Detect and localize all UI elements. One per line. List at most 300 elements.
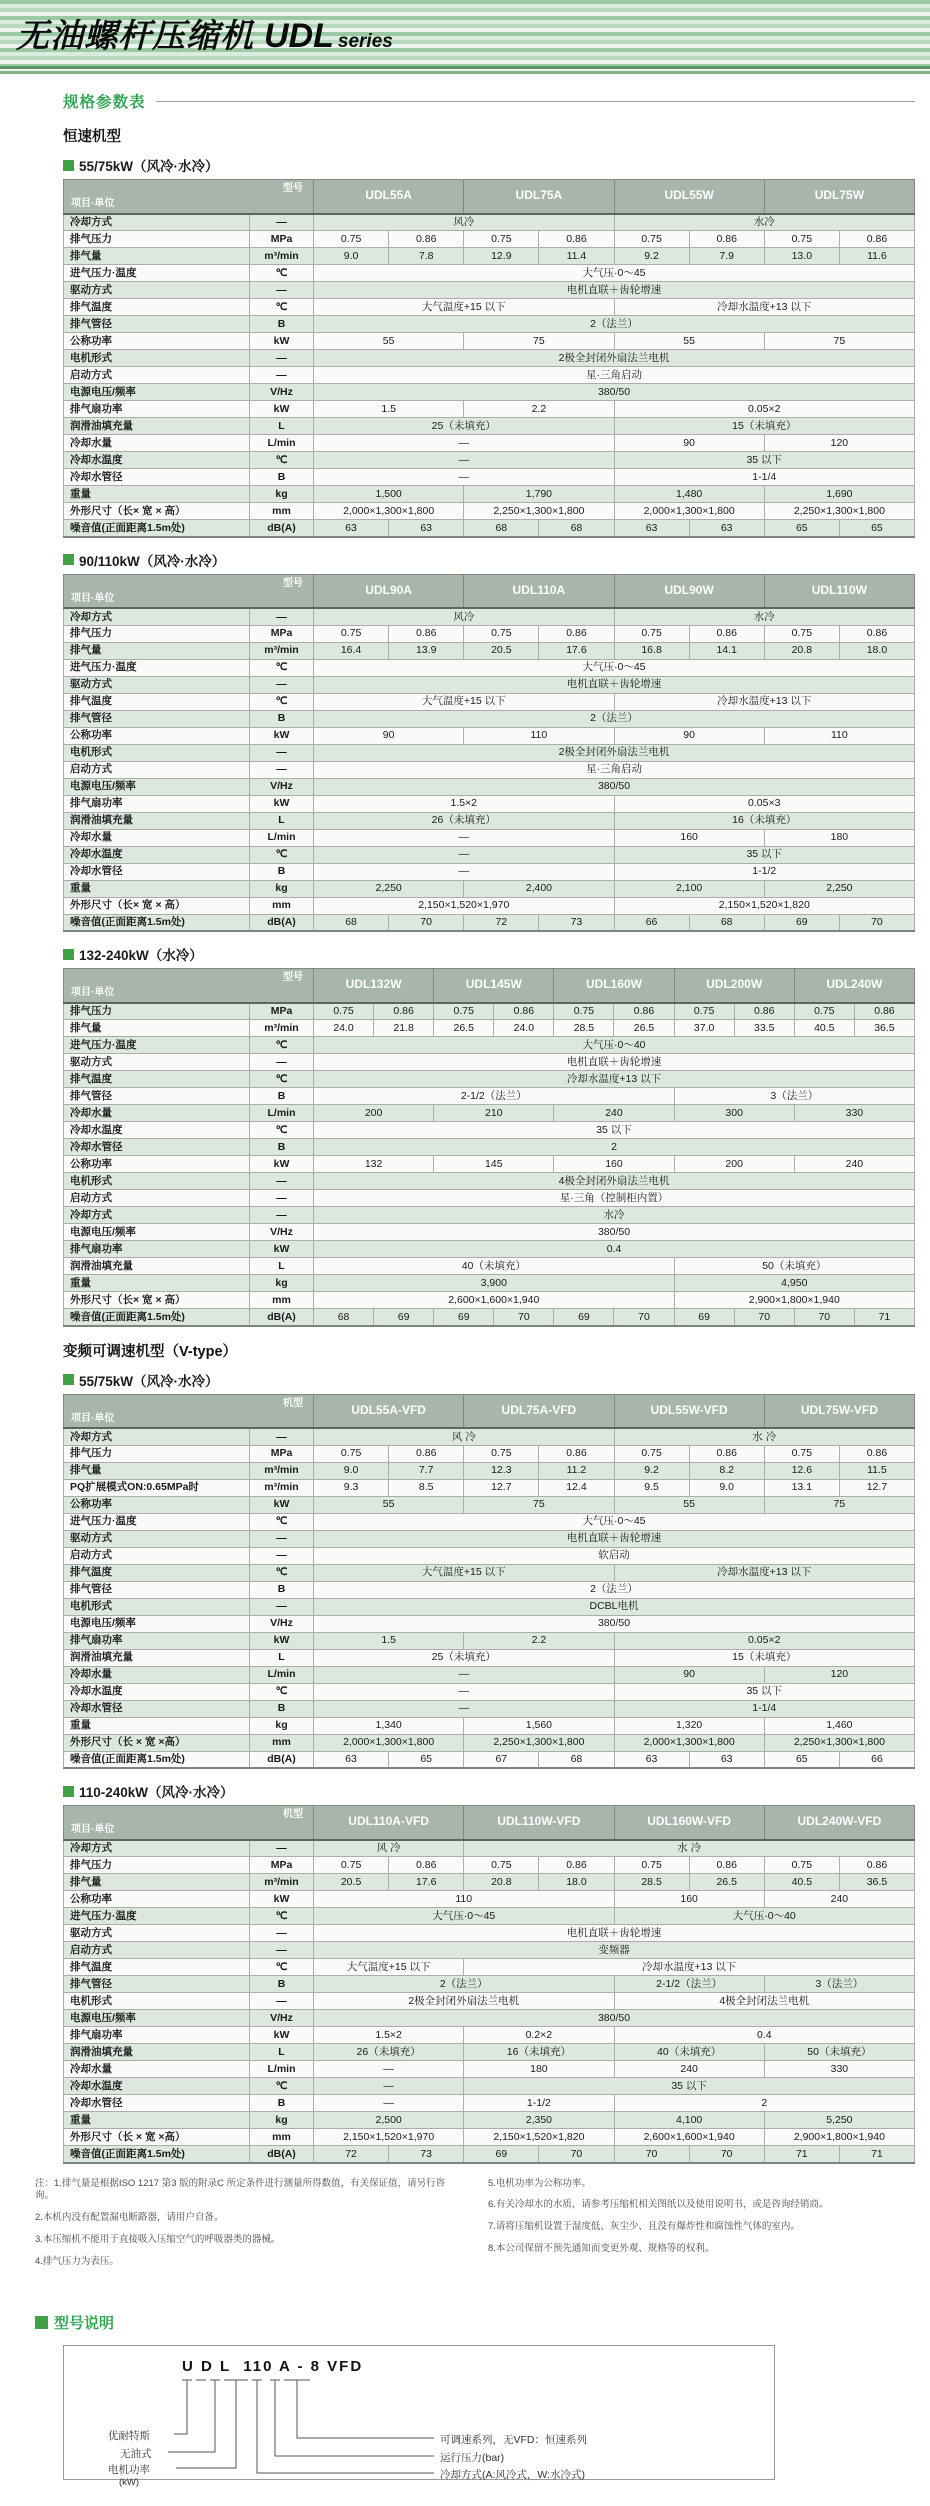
table-row xyxy=(64,1309,915,1326)
value-cell: 66 xyxy=(839,1751,914,1768)
row-label: 排气扇功率 xyxy=(64,1632,250,1649)
value-cell: 3,900 xyxy=(314,1275,675,1292)
value-cell: 380/50 xyxy=(314,1615,915,1632)
table-row xyxy=(64,693,915,710)
value-cell: 0.75 xyxy=(794,1003,854,1020)
value-cell: 4极全封闭法兰电机 xyxy=(614,1993,915,2010)
row-label: 排气温度 xyxy=(64,1959,250,1976)
table-row xyxy=(64,1942,915,1959)
value-cell: 75 xyxy=(464,1496,614,1513)
value-cell: 0.75 xyxy=(614,1445,689,1462)
value-cell: 0.86 xyxy=(689,1857,764,1874)
row-label: 驱动方式 xyxy=(64,1530,250,1547)
table-row xyxy=(64,1564,915,1581)
table-row xyxy=(64,1462,915,1479)
value-cell: 1,340 xyxy=(314,1717,464,1734)
row-unit: V/Hz xyxy=(250,1615,314,1632)
value-cell: 变频器 xyxy=(314,1942,915,1959)
row-unit: L xyxy=(250,1258,314,1275)
value-cell: — xyxy=(314,863,615,880)
value-cell: 电机直联＋齿轮增速 xyxy=(314,1530,915,1547)
table-row xyxy=(64,1122,915,1139)
row-unit: ℃ xyxy=(250,265,314,282)
value-cell: 2-1/2（法兰） xyxy=(614,1976,764,1993)
value-cell: 2（法兰） xyxy=(314,1581,915,1598)
row-label: 排气扇功率 xyxy=(64,795,250,812)
value-cell: 40（未填充） xyxy=(614,2044,764,2061)
value-cell: 240 xyxy=(764,1891,914,1908)
table-row xyxy=(64,1959,915,1976)
row-unit: L xyxy=(250,2044,314,2061)
corner-model-label: 机型 xyxy=(283,1397,303,1409)
row-unit: B xyxy=(250,1700,314,1717)
row-unit: B xyxy=(250,1088,314,1105)
value-cell: 冷却水温度+13 以下 xyxy=(614,1564,915,1581)
row-label: 冷却方式 xyxy=(64,1840,250,1857)
value-cell: 26（未填充） xyxy=(314,2044,464,2061)
table-row xyxy=(64,1683,915,1700)
value-cell: 0.75 xyxy=(434,1003,494,1020)
spec-heading xyxy=(63,90,915,112)
value-cell: 72 xyxy=(314,2146,389,2163)
value-cell: 7.9 xyxy=(689,248,764,265)
table-row xyxy=(64,2078,915,2095)
row-label: 重量 xyxy=(64,1717,250,1734)
table-row xyxy=(64,486,915,503)
value-cell: 0.75 xyxy=(614,231,689,248)
value-cell: 25（未填充） xyxy=(314,418,615,435)
value-cell: 36.5 xyxy=(854,1020,914,1037)
table-row xyxy=(64,710,915,727)
value-cell: 0.75 xyxy=(674,1003,734,1020)
value-cell: 12.6 xyxy=(764,1462,839,1479)
table-row xyxy=(64,1530,915,1547)
row-label: 启动方式 xyxy=(64,761,250,778)
value-cell: 15（未填充） xyxy=(614,1649,915,1666)
value-cell: 20.8 xyxy=(464,1874,539,1891)
value-cell: 2.2 xyxy=(464,401,614,418)
value-cell: 0.86 xyxy=(689,1445,764,1462)
value-cell: — xyxy=(314,1700,615,1717)
value-cell: 1-1/2 xyxy=(614,863,915,880)
value-cell: 8.2 xyxy=(689,1462,764,1479)
value-cell: 0.75 xyxy=(314,1445,389,1462)
table-row xyxy=(64,1925,915,1942)
row-label: 电源电压/频率 xyxy=(64,778,250,795)
row-label: 排气温度 xyxy=(64,1564,250,1581)
row-unit: dB(A) xyxy=(250,520,314,537)
value-cell: 大气温度+15 以下 xyxy=(314,1959,464,1976)
table-row xyxy=(64,2044,915,2061)
value-cell: 水 冷 xyxy=(464,1840,915,1857)
value-cell: 40（未填充） xyxy=(314,1258,675,1275)
legend-motor-power-unit: (kW) xyxy=(118,2476,140,2488)
row-label: 进气压力·温度 xyxy=(64,1513,250,1530)
spec-table-vfd-110-240 xyxy=(63,1805,915,2164)
row-label: 公称功率 xyxy=(64,1156,250,1173)
row-label: 排气管径 xyxy=(64,1976,250,1993)
value-cell: 330 xyxy=(764,2061,914,2078)
table-caption-label: 110-240kW（风冷·水冷） xyxy=(79,1785,234,1800)
row-unit: L/min xyxy=(250,435,314,452)
page-title-series: UDL xyxy=(264,16,334,55)
row-unit: mm xyxy=(250,1734,314,1751)
row-label: 冷却方式 xyxy=(64,1428,250,1445)
table-corner-cell xyxy=(64,180,314,214)
row-label: 润滑油填充量 xyxy=(64,2044,250,2061)
value-cell: 大气温度+15 以下 xyxy=(314,693,615,710)
row-label: 噪音值(正面距离1.5m处) xyxy=(64,914,250,931)
value-cell: 0.86 xyxy=(839,231,914,248)
table-row xyxy=(64,1139,915,1156)
table-row xyxy=(64,1173,915,1190)
value-cell: 70 xyxy=(839,914,914,931)
value-cell: 25（未填充） xyxy=(314,1649,615,1666)
value-cell: 0.75 xyxy=(764,1857,839,1874)
row-label: 冷却水管径 xyxy=(64,1139,250,1156)
table-row xyxy=(64,795,915,812)
table-row xyxy=(64,418,915,435)
table-row xyxy=(64,316,915,333)
table-row xyxy=(64,2027,915,2044)
row-unit: m³/min xyxy=(250,1479,314,1496)
table-row xyxy=(64,1054,915,1071)
value-cell: 37.0 xyxy=(674,1020,734,1037)
row-label: 排气温度 xyxy=(64,1071,250,1088)
value-cell: 2,000×1,300×1,800 xyxy=(314,1734,464,1751)
value-cell: 210 xyxy=(434,1105,554,1122)
value-cell: 冷却水温度+13 以下 xyxy=(464,1959,915,1976)
value-cell: 水冷 xyxy=(314,1207,915,1224)
value-cell: 冷却水温度+13 以下 xyxy=(614,299,915,316)
table-row xyxy=(64,401,915,418)
row-unit: m³/min xyxy=(250,1874,314,1891)
value-cell: 20.5 xyxy=(314,1874,389,1891)
value-cell: 4,100 xyxy=(614,2112,764,2129)
value-cell: 28.5 xyxy=(614,1874,689,1891)
value-cell: 0.86 xyxy=(389,1857,464,1874)
row-label: 噪音值(正面距离1.5m处) xyxy=(64,2146,250,2163)
table-corner-cell xyxy=(64,1806,314,1840)
value-cell: 2,100 xyxy=(614,880,764,897)
value-cell: 28.5 xyxy=(554,1020,614,1037)
row-label: 冷却水管径 xyxy=(64,1700,250,1717)
row-unit: kW xyxy=(250,1632,314,1649)
value-cell: 90 xyxy=(614,727,764,744)
row-unit: V/Hz xyxy=(250,2010,314,2027)
value-cell: 2（法兰） xyxy=(314,1976,615,1993)
value-cell: 69 xyxy=(674,1309,734,1326)
value-cell: 0.86 xyxy=(494,1003,554,1020)
table-row xyxy=(64,1874,915,1891)
value-cell: 65 xyxy=(764,1751,839,1768)
value-cell: 2（法兰） xyxy=(314,316,915,333)
value-cell: 50（未填充） xyxy=(764,2044,914,2061)
value-cell: 14.1 xyxy=(689,642,764,659)
value-cell: 2,150×1,520×1,970 xyxy=(314,2129,464,2146)
value-cell: 0.4 xyxy=(314,1241,915,1258)
value-cell: 90 xyxy=(614,1666,764,1683)
value-cell: 2,250×1,300×1,800 xyxy=(764,1734,914,1751)
spec-table-title: 规格参数表 xyxy=(63,94,146,111)
row-label: 启动方式 xyxy=(64,367,250,384)
value-cell: 110 xyxy=(314,1891,615,1908)
value-cell: 7.7 xyxy=(389,1462,464,1479)
model-column-header: UDL75W xyxy=(764,180,914,214)
model-column-header: UDL90A xyxy=(314,574,464,608)
value-cell: 9.5 xyxy=(614,1479,689,1496)
row-unit: B xyxy=(250,2095,314,2112)
value-cell: 0.75 xyxy=(464,625,539,642)
value-cell: 33.5 xyxy=(734,1020,794,1037)
row-unit: B xyxy=(250,710,314,727)
value-cell: 9.2 xyxy=(614,248,689,265)
section-marker-icon xyxy=(63,1786,74,1797)
row-label: 电源电压/频率 xyxy=(64,2010,250,2027)
row-label: 进气压力·温度 xyxy=(64,659,250,676)
value-cell: 9.0 xyxy=(314,248,389,265)
row-unit: kW xyxy=(250,1156,314,1173)
value-cell: 大气压·0～40 xyxy=(314,1037,915,1054)
value-cell: 0.75 xyxy=(614,625,689,642)
value-cell: 风冷 xyxy=(314,608,615,625)
row-unit: — xyxy=(250,367,314,384)
model-column-header: UDL55W-VFD xyxy=(614,1394,764,1428)
row-unit: m³/min xyxy=(250,642,314,659)
value-cell: 40.5 xyxy=(764,1874,839,1891)
table-block-55-75 xyxy=(63,155,915,538)
table-row xyxy=(64,1428,915,1445)
spec-table-90-110 xyxy=(63,574,915,933)
value-cell: 40.5 xyxy=(794,1020,854,1037)
value-cell: 24.0 xyxy=(314,1020,374,1037)
table-row xyxy=(64,863,915,880)
footnote-line: 注：1.排气量是根据ISO 1217 第3 版的附录C 所定条件进行测量所得数值，有关保证值，请另行咨询。 xyxy=(35,2177,446,2202)
value-cell: 0.86 xyxy=(689,231,764,248)
row-label: 电机形式 xyxy=(64,1993,250,2010)
value-cell: 星·三角（控制柜内置） xyxy=(314,1190,915,1207)
table-row xyxy=(64,1700,915,1717)
value-cell: 65 xyxy=(389,1751,464,1768)
row-unit: — xyxy=(250,1840,314,1857)
value-cell: 380/50 xyxy=(314,2010,915,2027)
value-cell: — xyxy=(314,469,615,486)
row-unit: ℃ xyxy=(250,299,314,316)
row-label: 排气压力 xyxy=(64,1857,250,1874)
value-cell: 0.75 xyxy=(314,1003,374,1020)
value-cell: 大气压·0～45 xyxy=(314,1908,615,1925)
value-cell: 0.86 xyxy=(839,1445,914,1462)
row-label: 冷却水量 xyxy=(64,1105,250,1122)
row-unit: kW xyxy=(250,795,314,812)
footnote-line: 6.有关冷却水的水质，请参考压缩机相关图纸以及使用说明书，或是咨询经销商。 xyxy=(488,2199,829,2211)
page-title-series-suffix: series xyxy=(337,30,393,52)
value-cell: 0.75 xyxy=(464,231,539,248)
value-cell: 大气压·0～40 xyxy=(614,1908,915,1925)
value-cell: 2,250×1,300×1,800 xyxy=(464,1734,614,1751)
value-cell: 180 xyxy=(764,829,914,846)
table-row xyxy=(64,1598,915,1615)
table-row xyxy=(64,1292,915,1309)
row-label: 冷却水温度 xyxy=(64,1122,250,1139)
row-label: 排气温度 xyxy=(64,299,250,316)
value-cell: 63 xyxy=(614,1751,689,1768)
row-unit: — xyxy=(250,282,314,299)
value-cell: 1,560 xyxy=(464,1717,614,1734)
table-row xyxy=(64,880,915,897)
value-cell: 2-1/2（法兰） xyxy=(314,1088,675,1105)
value-cell: 11.6 xyxy=(839,248,914,265)
row-label: 启动方式 xyxy=(64,1942,250,1959)
value-cell: 7.8 xyxy=(389,248,464,265)
value-cell: 9.0 xyxy=(314,1462,389,1479)
value-cell: 0.86 xyxy=(689,625,764,642)
row-label: 电源电压/频率 xyxy=(64,384,250,401)
row-unit: ℃ xyxy=(250,1959,314,1976)
table-row xyxy=(64,1513,915,1530)
value-cell: 70 xyxy=(389,914,464,931)
row-unit: — xyxy=(250,1054,314,1071)
row-label: 电机形式 xyxy=(64,744,250,761)
table-caption xyxy=(63,155,915,175)
value-cell: — xyxy=(314,1666,615,1683)
value-cell: 1.5×2 xyxy=(314,795,615,812)
value-cell: 24.0 xyxy=(494,1020,554,1037)
section-marker-icon xyxy=(63,1374,74,1385)
value-cell: 380/50 xyxy=(314,1224,915,1241)
row-label: 公称功率 xyxy=(64,1891,250,1908)
corner-item-unit-label: 项目·单位 xyxy=(71,198,115,209)
section-marker-icon xyxy=(63,160,74,171)
row-unit: ℃ xyxy=(250,452,314,469)
value-cell: — xyxy=(314,435,615,452)
value-cell: 2,250 xyxy=(764,880,914,897)
value-cell: 0.86 xyxy=(734,1003,794,1020)
value-cell: 70 xyxy=(539,2146,614,2163)
model-column-header: UDL55A xyxy=(314,180,464,214)
value-cell: 0.86 xyxy=(374,1003,434,1020)
value-cell: 90 xyxy=(614,435,764,452)
section-marker-icon xyxy=(63,554,74,565)
row-unit: MPa xyxy=(250,625,314,642)
value-cell: 63 xyxy=(689,1751,764,1768)
row-unit: — xyxy=(250,1190,314,1207)
table-row xyxy=(64,2112,915,2129)
value-cell: — xyxy=(314,2061,464,2078)
row-unit: — xyxy=(250,1925,314,1942)
value-cell: 16（未填充） xyxy=(464,2044,614,2061)
row-unit: dB(A) xyxy=(250,914,314,931)
spec-table-vfd-55-75 xyxy=(63,1394,915,1770)
value-cell: 0.86 xyxy=(839,625,914,642)
row-label: 驱动方式 xyxy=(64,676,250,693)
value-cell: 380/50 xyxy=(314,778,915,795)
value-cell: 26.5 xyxy=(689,1874,764,1891)
table-row xyxy=(64,1547,915,1564)
page-title xyxy=(16,10,393,57)
section-vfd: 变频可调速机型（V-type） xyxy=(63,1343,238,1360)
table-row xyxy=(64,214,915,231)
value-cell: 35 以下 xyxy=(314,1122,915,1139)
table-row xyxy=(64,1445,915,1462)
value-cell: 63 xyxy=(689,520,764,537)
value-cell: 17.6 xyxy=(539,642,614,659)
row-unit: MPa xyxy=(250,1857,314,1874)
row-label: 冷却水温度 xyxy=(64,846,250,863)
value-cell: 1.5 xyxy=(314,401,464,418)
value-cell: 2,250×1,300×1,800 xyxy=(764,503,914,520)
corner-item-unit-label: 项目·单位 xyxy=(71,592,115,604)
value-cell: 70 xyxy=(614,2146,689,2163)
table-row xyxy=(64,1891,915,1908)
row-label: 启动方式 xyxy=(64,1547,250,1564)
row-unit: mm xyxy=(250,1292,314,1309)
value-cell: 63 xyxy=(314,520,389,537)
table-row xyxy=(64,367,915,384)
value-cell: 63 xyxy=(314,1751,389,1768)
value-cell: 240 xyxy=(554,1105,674,1122)
row-unit: B xyxy=(250,863,314,880)
value-cell: 2,900×1,800×1,940 xyxy=(674,1292,914,1309)
row-unit: ℃ xyxy=(250,1564,314,1581)
row-unit: kg xyxy=(250,2112,314,2129)
table-row xyxy=(64,1275,915,1292)
row-unit: — xyxy=(250,350,314,367)
row-label: 排气扇功率 xyxy=(64,401,250,418)
value-cell: 68 xyxy=(689,914,764,931)
row-label: 排气压力 xyxy=(64,625,250,642)
table-row xyxy=(64,1717,915,1734)
row-label: 公称功率 xyxy=(64,727,250,744)
value-cell: 13.0 xyxy=(764,248,839,265)
value-cell: 0.86 xyxy=(539,1857,614,1874)
row-unit: kW xyxy=(250,1241,314,1258)
row-label: 电机形式 xyxy=(64,1598,250,1615)
row-unit: kW xyxy=(250,333,314,350)
row-label: 冷却水量 xyxy=(64,435,250,452)
value-cell: 大气温度+15 以下 xyxy=(314,299,615,316)
value-cell: 大气压·0～45 xyxy=(314,265,915,282)
value-cell: 0.05×2 xyxy=(614,401,915,418)
row-unit: L/min xyxy=(250,2061,314,2078)
value-cell: 12.7 xyxy=(464,1479,539,1496)
model-column-header: UDL55W xyxy=(614,180,764,214)
model-legend-box xyxy=(63,2345,775,2488)
model-code: U D L 110 A - 8 VFD xyxy=(182,2357,364,2375)
value-cell: 水冷 xyxy=(614,214,915,231)
value-cell: 55 xyxy=(314,333,464,350)
content xyxy=(0,90,930,2506)
value-cell: 0.86 xyxy=(839,1857,914,1874)
corner-model-label: 型号 xyxy=(283,183,303,194)
value-cell: 9.2 xyxy=(614,1462,689,1479)
value-cell: 72 xyxy=(464,914,539,931)
row-label: 冷却水温度 xyxy=(64,1683,250,1700)
model-column-header: UDL110W-VFD xyxy=(464,1806,614,1840)
value-cell: 2,500 xyxy=(314,2112,464,2129)
table-row xyxy=(64,1258,915,1275)
value-cell: 75 xyxy=(764,1496,914,1513)
table-row xyxy=(64,1105,915,1122)
table-row xyxy=(64,1615,915,1632)
table-row xyxy=(64,248,915,265)
row-unit: m³/min xyxy=(250,1020,314,1037)
corner-item-unit-label: 项目·单位 xyxy=(71,987,115,998)
row-label: 驱动方式 xyxy=(64,1925,250,1942)
row-unit: ℃ xyxy=(250,659,314,676)
value-cell: 0.86 xyxy=(539,231,614,248)
model-legend-heading xyxy=(35,2312,915,2333)
